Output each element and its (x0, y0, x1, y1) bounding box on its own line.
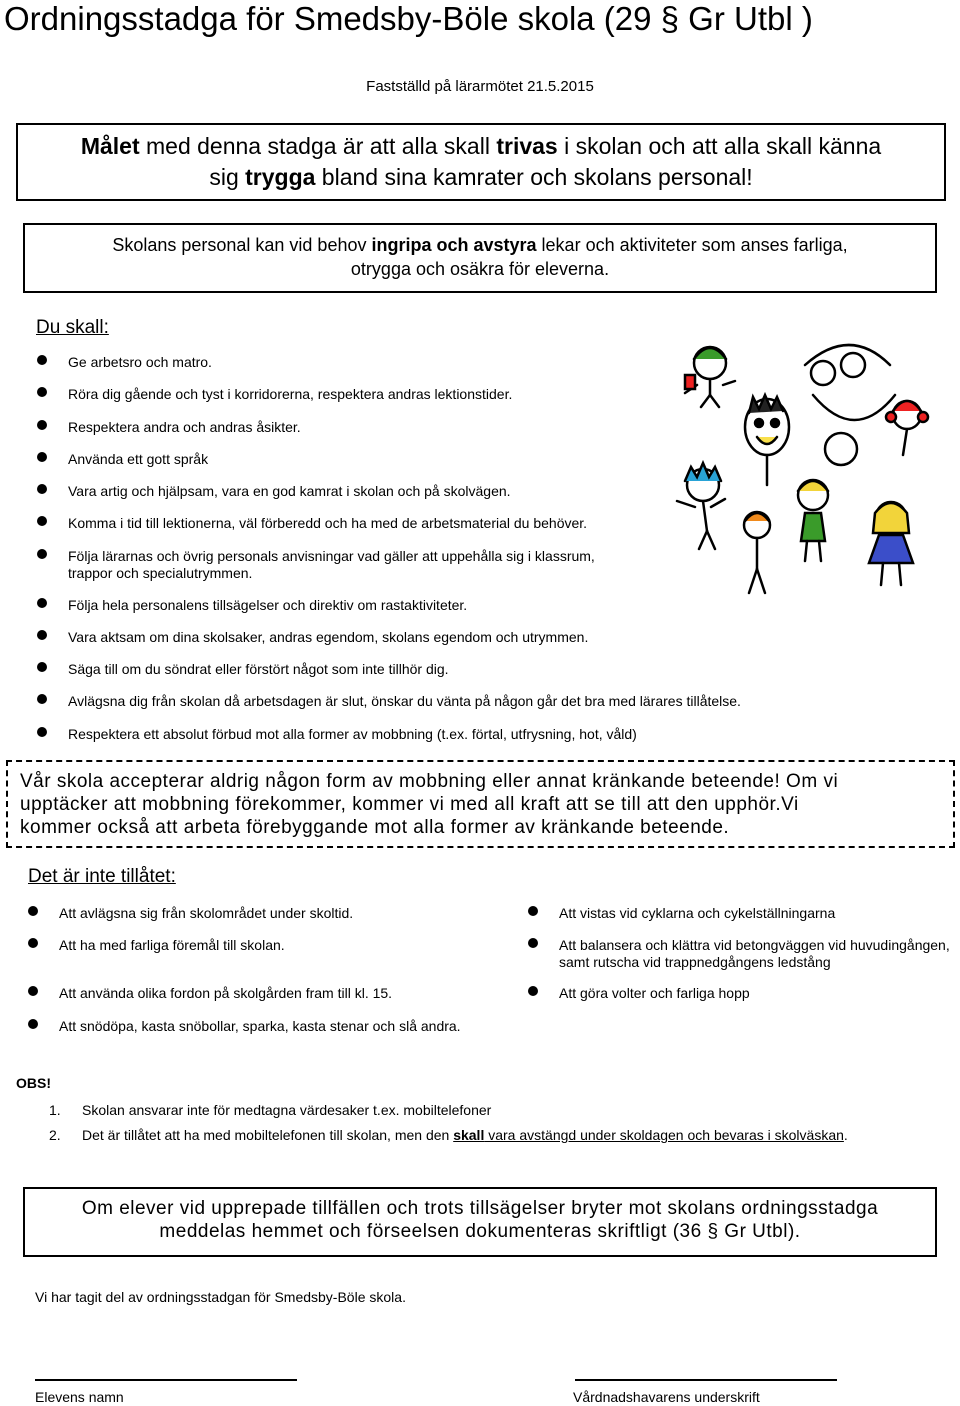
bold-text: trivas (496, 133, 558, 159)
must-item: Respektera andra och andras åsikter. (68, 419, 301, 436)
must-item: Säga till om du söndrat eller förstört något som inte tillhör dig. (68, 661, 449, 678)
must-heading: Du skall: (36, 317, 109, 338)
text-run: med denna stadga är att alla skall (139, 133, 497, 159)
staff-notice-line-2 (25, 257, 935, 281)
must-item: Använda ett gott språk (68, 451, 208, 468)
forbidden-item: Att använda olika fordon på skolgården fram till kl. 15. (59, 985, 392, 1002)
text-run: lekar och aktiviteter som anses farliga, (536, 235, 848, 255)
bullet-icon (37, 452, 47, 462)
must-item: Komma i tid till lektionerna, väl förberedd och ha med de arbetsmaterial du behöver. (68, 515, 587, 532)
goal-box (16, 123, 946, 201)
bullet-icon (37, 484, 47, 494)
consequence-line-1: Om elever vid upprepade tillfällen och trots tillsägelser bryter mot skolans ordningsstadga (81, 1198, 879, 1219)
bullet-icon (37, 727, 47, 737)
bullying-line-1: Vår skola accepterar aldrig någon form av mobbning eller annat kränkande beteende! Om vi (20, 771, 839, 792)
must-item: Röra dig gående och tyst i korridorerna, respektera andras lektionstider. (68, 386, 512, 403)
bullying-line-3: kommer också att arbeta förebyggande mot alla former av kränkande beteende. (20, 817, 730, 838)
text-run: sig (209, 164, 246, 190)
obs-number: 1. (49, 1102, 61, 1118)
forbidden-item: Att balansera och klättra vid betongväggen vid huvudingången, samt rutscha vid trappnedgångens ledstång (559, 937, 954, 971)
bullet-icon (37, 387, 47, 397)
bullet-icon (28, 938, 38, 948)
forbidden-item: Att göra volter och farliga hopp (559, 985, 750, 1002)
obs-label: OBS! (16, 1075, 51, 1091)
bullet-icon (28, 1019, 38, 1029)
consequence-line-2: meddelas hemmet och förseelsen dokumenteras skriftligt (36 § Gr Utbl). (159, 1221, 801, 1242)
bullet-icon (528, 986, 538, 996)
obs-underlined: vara avstängd under skoldagen och bevaras i skolväskan (484, 1127, 844, 1143)
bullet-icon (37, 516, 47, 526)
goal-line-2 (18, 162, 944, 193)
text-run: Skolans personal kan vid behov (112, 235, 372, 255)
staff-notice-box (23, 223, 937, 293)
bold-text: trygga (245, 164, 316, 190)
student-signature-line[interactable] (35, 1379, 297, 1381)
bullet-icon (37, 598, 47, 608)
forbidden-item: Att vistas vid cyklarna och cykelställningarna (559, 905, 835, 922)
text-run: i skolan och att alla skall känna (557, 133, 882, 159)
student-signature-label: Elevens namn (35, 1389, 124, 1405)
forbidden-item: Att snödöpa, kasta snöbollar, sparka, kasta stenar och slå andra. (59, 1018, 499, 1035)
bullet-icon (37, 694, 47, 704)
must-item: Vara artig och hjälpsam, vara en god kamrat i skolan och på skolvägen. (68, 483, 511, 500)
guardian-signature-line[interactable] (575, 1379, 837, 1381)
bullet-icon (28, 906, 38, 916)
must-item: Respektera ett absolut förbud mot alla former av mobbning (t.ex. förtal, utfrysning, hot, våld) (68, 726, 637, 743)
children-illustration-icon (655, 335, 955, 610)
obs-text: Skolan ansvarar inte för medtagna värdesaker t.ex. mobiltelefoner (82, 1102, 492, 1118)
acknowledgement-text: Vi har tagit del av ordningsstadgan för Smedsby-Böle skola. (35, 1289, 406, 1305)
bullet-icon (37, 420, 47, 430)
text-run: otrygga och osäkra för eleverna. (350, 259, 610, 279)
obs-text: Det är tillåtet att ha med mobiltelefonen till skolan, men den (82, 1127, 454, 1143)
must-item: Följa hela personalens tillsägelser och direktiv om rastaktiviteter. (68, 597, 467, 614)
established-date: Fastställd på lärarmötet 21.5.2015 (366, 78, 594, 95)
bold-text: Målet (80, 133, 140, 159)
obs-item: 2. Det är tillåtet att ha med mobiltelefonen till skolan, men den skall vara avstängd under skoldagen och bevaras i skolväskan. (49, 1127, 848, 1143)
obs-item (49, 1102, 492, 1118)
bold-text: ingripa och avstyra (371, 235, 537, 255)
bullying-statement-box (6, 760, 955, 848)
consequence-box (23, 1187, 937, 1257)
guardian-signature-label: Vårdnadshavarens underskrift (573, 1389, 760, 1405)
bullet-icon (528, 906, 538, 916)
bullet-icon (37, 549, 47, 559)
forbidden-heading: Det är inte tillåtet: (28, 866, 176, 887)
must-item: Avlägsna dig från skolan då arbetsdagen är slut, önskar du vänta på någon går det bra med lärares tillåtelse. (68, 693, 741, 710)
must-item: Ge arbetsro och matro. (68, 354, 212, 371)
bullet-icon (37, 630, 47, 640)
bullet-icon (37, 355, 47, 365)
bullying-line-2: upptäcker att mobbning förekommer, kommer vi med all kraft att se till att den upphör.Vi (20, 794, 799, 815)
obs-number: 2. (49, 1127, 61, 1143)
bullet-icon (37, 662, 47, 672)
staff-notice-line-1 (25, 233, 935, 257)
bullet-icon (528, 938, 538, 948)
text-run: bland sina kamrater och skolans personal! (315, 164, 753, 190)
must-item: Vara aktsam om dina skolsaker, andras egendom, skolans egendom och utrymmen. (68, 629, 588, 646)
forbidden-item: Att ha med farliga föremål till skolan. (59, 937, 285, 954)
obs-emphasis: skall (453, 1127, 485, 1143)
must-item: Följa lärarnas och övrig personals anvisningar vad gäller att uppehålla sig i klassrum, trappor och specialutrymmen. (68, 548, 628, 582)
bullet-icon (28, 986, 38, 996)
forbidden-item: Att avlägsna sig från skolområdet under skoltid. (59, 905, 353, 922)
goal-line-1 (18, 131, 944, 162)
page-title: Ordningsstadga för Smedsby-Böle skola (29 § Gr Utbl ) (4, 0, 813, 37)
